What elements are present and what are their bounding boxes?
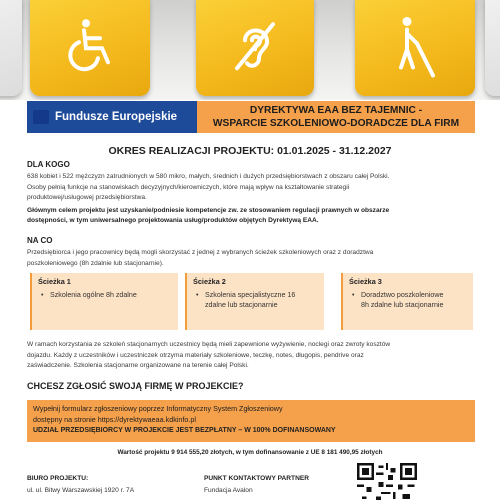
keyboard-key-hearing xyxy=(196,0,314,96)
section-heading-dla-kogo: DLA KOGO xyxy=(27,160,70,169)
goal-line-1: Głównym celem projektu jest uzyskanie/podniesie kompetencje zw. ze stosowaniem regulacji prawnych w obszarze xyxy=(27,206,390,214)
keyboard-key xyxy=(0,0,22,96)
path-title: Ścieżka 1 xyxy=(38,277,71,286)
target-line-1: 638 kobiet i 522 mężczyzn zatrudnionych w 580 mikro, małych, średnich i dużych przedsiębiorstwach z obszaru całej Polski. xyxy=(27,173,390,180)
benefits-line-3: zaświadczenie. Szkolenia stacjonarne organizowane na terenie całej Polski. xyxy=(27,362,249,369)
contact-heading: PUNKT KONTAKTOWY PARTNER xyxy=(204,475,310,482)
qr-code[interactable] xyxy=(357,463,417,500)
path-card-3 xyxy=(341,273,473,330)
goal-line-2: dostępności, w tym uniwersalnego projektowania usług/produktów objętych Dyrektywą EAA. xyxy=(27,217,319,224)
benefits-paragraph xyxy=(27,340,477,372)
eu-flag-icon xyxy=(33,110,49,124)
free-participation-note: UDZIAŁ PRZEDSIĘBIORCY W PROJEKCIE JEST BEZPŁATNY – W 100% DOFINANSOWANY xyxy=(33,427,336,434)
registration-line-1: Wypełnij formularz zgłoszeniowy poprzez Informatyczny System Zgłoszeniowy xyxy=(33,404,283,413)
contact-name: Fundacja Avalon xyxy=(204,487,253,494)
hero-image xyxy=(0,0,500,100)
section-heading-na-co: NA CO xyxy=(27,236,53,245)
office-address: ul. ul. Bitwy Warszawskiej 1920 r. 7A xyxy=(27,487,135,494)
keyboard-key-wheelchair xyxy=(30,0,150,96)
blind-person-cane-icon xyxy=(389,15,441,77)
office-heading: BIURO PROJEKTU: xyxy=(27,475,89,482)
hearing-impaired-icon xyxy=(229,18,281,74)
benefits-line-1: W ramach korzystania ze szkoleń stacjonarnych uczestnicy będą mieli zapewnione wyżywienie, noclegi oraz zwroty kosztów xyxy=(27,341,391,348)
path-description: • Doradztwo poszkoleniowe 8h zdalne lub stacjonarnie xyxy=(349,290,467,310)
keyboard-key xyxy=(485,0,500,96)
target-group-paragraph xyxy=(27,172,477,227)
registration-link-line[interactable]: dostępny na stronie https://dyrektywaeaa.kdkinfo.pl xyxy=(33,415,197,424)
benefits-line-2: dojazdu. Każdy z uczestników i uczestniczek otrzyma materiały szkoleniowe, teczkę, notes, długopis, pendrive oraz xyxy=(27,351,364,359)
path-description: • Szkolenia ogólne 8h zdalne xyxy=(38,290,172,300)
eu-funds-logo xyxy=(27,101,197,133)
eu-funds-label: Fundusze Europejskie xyxy=(55,111,178,123)
project-value: Wartość projektu 9 914 555,20 złotych, w tym dofinansowanie z UE 8 181 490,95 złotych xyxy=(117,449,383,456)
project-title-line2: WSPARCIE SZKOLENIOWO-DORADCZE DLA FIRM xyxy=(212,118,460,129)
target-line-2: Osoby pełnią funkcje na stanowiskach decyzyjnych/kierowniczych, które mają wpływ na kształtowanie strategii xyxy=(27,183,350,191)
path-card-1 xyxy=(30,273,178,330)
path-card-2 xyxy=(185,273,324,330)
project-title-banner xyxy=(197,101,475,133)
wheelchair-icon xyxy=(64,18,116,74)
target-line-3: produktowej/usługowej przedsiębiorstwa. xyxy=(27,194,147,201)
training-paths xyxy=(27,273,475,331)
paths-intro-line-1: Przedsiębiorca i jego pracownicy będą mogli skorzystać z jednej z wybranych ścieżek szkoleniowych oraz z doradztwa xyxy=(27,249,374,256)
path-title: Ścieżka 2 xyxy=(193,277,226,286)
registration-box xyxy=(27,400,475,442)
project-title-line1: DYREKTYWA EAA BEZ TAJEMNIC - xyxy=(249,105,423,116)
paths-intro-line-2: poszkoleniowego (8h zdalnie lub stacjonarnie). xyxy=(27,259,164,267)
path-title: Ścieżka 3 xyxy=(349,277,382,286)
keyboard-key-blind xyxy=(355,0,475,96)
cta-heading: CHCESZ ZGŁOSIĆ SWOJĄ FIRMĘ W PROJEKCIE? xyxy=(27,381,244,391)
path-description: • Szkolenia specjalistyczne 16 zdalne lub stacjonarnie xyxy=(193,290,318,310)
project-period: OKRES REALIZACJI PROJEKTU: 01.01.2025 - 31.12.2027 xyxy=(108,145,392,157)
paths-intro-paragraph xyxy=(27,248,477,269)
